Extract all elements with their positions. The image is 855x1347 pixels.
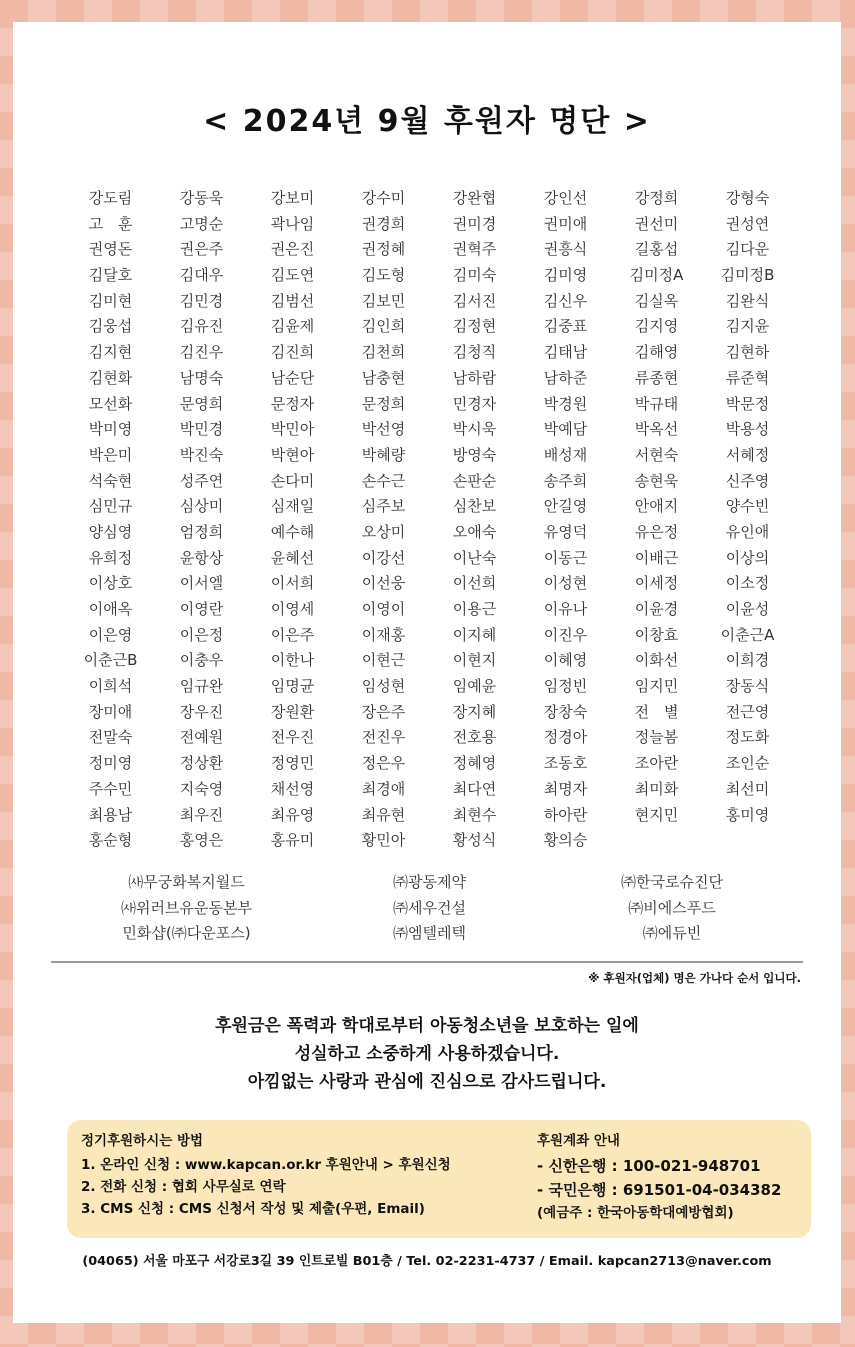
donor-name: 조아란 xyxy=(634,754,679,773)
donor-name: 박규태 xyxy=(634,394,679,413)
donation-method-section xyxy=(81,1130,451,1220)
donor-name: 김미영 xyxy=(543,266,588,285)
organization-name: ㈔위러브유운동본부 xyxy=(121,898,252,917)
donor-name: 남순단 xyxy=(270,368,315,387)
donor-name: 김청직 xyxy=(452,343,497,362)
donor-name: 정도화 xyxy=(725,728,770,747)
donor-name: 강보미 xyxy=(270,189,315,207)
donor-name: 문영희 xyxy=(179,394,224,413)
donor-name: 오애숙 xyxy=(452,522,497,541)
thank-you-message xyxy=(13,1012,841,1096)
donor-name: 장지혜 xyxy=(452,702,497,721)
donor-name: 이성현 xyxy=(543,574,588,593)
donor-name: 정혜영 xyxy=(452,754,497,773)
donor-name: 이선웅 xyxy=(361,574,406,593)
donor-name: 황민아 xyxy=(361,831,406,850)
donor-name: 이은주 xyxy=(270,625,315,644)
organization-grid xyxy=(65,870,793,947)
donor-name: 이유나 xyxy=(543,600,588,618)
method-line: 2. 전화 신청 : 협회 사무실로 연락 xyxy=(81,1179,286,1195)
donor-name: 장원환 xyxy=(270,702,315,721)
donor-name: 강수미 xyxy=(361,189,406,207)
account-title: 후원계좌 안내 xyxy=(537,1133,620,1149)
account-line: - 신한은행 : 100-021-948701 xyxy=(537,1157,761,1175)
donor-name: 이은정 xyxy=(179,625,224,644)
donor-name: 전예원 xyxy=(179,728,224,747)
donor-name: 장우진 xyxy=(179,702,224,721)
donor-name: 강도림 xyxy=(88,189,133,207)
donor-name: 정상환 xyxy=(179,754,224,773)
donor-name: 박용성 xyxy=(725,420,770,439)
donor-name: 김지영 xyxy=(634,317,679,336)
donor-name: 신주영 xyxy=(725,471,770,490)
donor-name: 길홍섭 xyxy=(634,240,679,259)
donor-name: 김해영 xyxy=(634,343,679,362)
donor-name: 이희경 xyxy=(725,651,770,670)
donor-name: 예수해 xyxy=(270,522,315,541)
donor-name: 양수빈 xyxy=(725,497,770,516)
donor-name: 김도형 xyxy=(361,266,406,285)
donor-name: 임정빈 xyxy=(543,677,588,696)
donor-name: 지숙영 xyxy=(179,779,224,798)
donor-name: 심주보 xyxy=(361,497,406,516)
donor-name: 유인애 xyxy=(725,522,770,541)
donor-name: 김완식 xyxy=(725,291,770,310)
donor-name: 윤혜선 xyxy=(270,548,315,567)
donor-name: 이강선 xyxy=(361,548,406,567)
message-line: 후원금은 폭력과 학대로부터 아동청소년을 보호하는 일에 xyxy=(215,1016,639,1036)
donor-name: 임성현 xyxy=(361,677,406,696)
donor-name: 고명순 xyxy=(179,214,224,233)
donor-name: 김진우 xyxy=(179,343,224,362)
donor-name: 이소정 xyxy=(725,574,770,593)
donor-name: 양심영 xyxy=(88,522,133,541)
donor-name: 장창숙 xyxy=(543,702,588,721)
donor-name: 이재홍 xyxy=(361,625,406,644)
donor-name: 김유진 xyxy=(179,317,224,336)
donor-name: 최유영 xyxy=(270,805,315,824)
donor-name: 윤항상 xyxy=(179,548,224,567)
donor-name: 김실옥 xyxy=(634,291,679,310)
donor-name: 김지현 xyxy=(88,343,133,362)
donor-name: 남하람 xyxy=(452,368,497,387)
page-title: < 2024년 9월 후원자 명단 > xyxy=(203,104,651,139)
donor-name: 강정희 xyxy=(634,189,679,207)
donor-name: 오상미 xyxy=(361,522,406,541)
donor-name: 김인희 xyxy=(361,317,406,336)
donor-name: 이상호 xyxy=(88,574,133,593)
donor-name: 강완협 xyxy=(452,189,497,207)
donor-name: 이애옥 xyxy=(88,600,133,618)
donor-name: 김신우 xyxy=(543,291,588,310)
donor-name: 장미애 xyxy=(88,702,133,721)
donor-name: 최용남 xyxy=(88,805,133,824)
donor-name: 정영민 xyxy=(270,754,315,773)
donor-name: 서현숙 xyxy=(634,445,679,464)
donor-name: 정경아 xyxy=(543,728,588,747)
donor-name: 권영돈 xyxy=(88,240,133,259)
donor-name: 유영덕 xyxy=(543,522,588,541)
donor-name: 김현하 xyxy=(725,343,770,362)
donor-name: 이진우 xyxy=(543,625,588,644)
donor-name: 박은미 xyxy=(88,445,133,464)
bank-account-section xyxy=(537,1130,781,1224)
donor-name: 최현수 xyxy=(452,805,497,824)
donor-name: 남충현 xyxy=(361,368,406,387)
donor-name: 박현아 xyxy=(270,445,315,464)
organization-name: 민화샵(㈜다운포스) xyxy=(122,924,251,943)
account-holder: (예금주 : 한국아동학대예방협회) xyxy=(537,1205,734,1221)
organization-name: ㈜엠텔레텍 xyxy=(393,924,466,943)
donor-name: 서혜정 xyxy=(725,445,770,464)
donor-name: 황의승 xyxy=(543,831,588,850)
donor-name: 류종현 xyxy=(634,368,679,387)
donor-name: 이혜영 xyxy=(543,651,588,670)
donor-name: 김지윤 xyxy=(725,317,770,336)
divider xyxy=(51,961,803,963)
donor-name: 장은주 xyxy=(361,702,406,721)
donor-name: 정늘봄 xyxy=(634,728,679,747)
donor-name: 이영이 xyxy=(361,600,406,618)
donor-name: 박시욱 xyxy=(452,420,497,439)
donor-name-grid xyxy=(65,186,793,854)
donor-name: 이지혜 xyxy=(452,625,497,644)
donor-name: 송주희 xyxy=(543,471,588,490)
donor-name: 홍순형 xyxy=(88,831,133,850)
donor-name: 김미정B xyxy=(720,266,775,285)
donor-name: 김윤제 xyxy=(270,317,315,336)
donor-name: 임지민 xyxy=(634,677,679,696)
donor-name: 이배근 xyxy=(634,548,679,567)
donor-name: 조인순 xyxy=(725,754,770,773)
donor-name: 박문정 xyxy=(725,394,770,413)
organization-name: ㈜비에스푸드 xyxy=(628,898,716,917)
donor-name: 박민아 xyxy=(270,420,315,439)
donor-name: 권경희 xyxy=(361,214,406,233)
donor-name: 박선영 xyxy=(361,420,406,439)
donor-name: 류준혁 xyxy=(725,368,770,387)
organization-name: ㈜광동제약 xyxy=(393,873,466,891)
donor-name: 전호용 xyxy=(452,728,497,747)
organization-name: ㈜세우건설 xyxy=(393,898,466,917)
donor-name: 전진우 xyxy=(361,728,406,747)
donor-name: 이현지 xyxy=(452,651,497,670)
donor-name: 이세정 xyxy=(634,574,679,593)
donor-name: 강형숙 xyxy=(725,189,770,207)
message-line: 성실하고 소중하게 사용하겠습니다. xyxy=(294,1044,560,1064)
donor-name: 문정자 xyxy=(270,394,315,413)
donor-name: 하아란 xyxy=(543,805,588,824)
document-page xyxy=(13,22,841,1323)
donor-name: 김달호 xyxy=(88,266,133,285)
method-line: 1. 온라인 신청 : www.kapcan.or.kr 후원안내 > 후원신청 xyxy=(81,1157,451,1173)
donor-name: 이창효 xyxy=(634,625,679,644)
donor-name: 이용근 xyxy=(452,600,497,618)
donor-name: 김범선 xyxy=(270,291,315,310)
donor-name: 박진숙 xyxy=(179,445,224,464)
donor-name: 성주연 xyxy=(179,471,224,490)
donor-name: 권선미 xyxy=(634,214,679,233)
donor-name: 최다연 xyxy=(452,779,497,798)
donor-name: 엄정희 xyxy=(179,522,224,541)
donor-name: 최명자 xyxy=(543,779,588,798)
donor-name: 김진희 xyxy=(270,343,315,362)
account-line: - 국민은행 : 691501-04-034382 xyxy=(537,1181,782,1199)
donor-name: 강인선 xyxy=(543,189,588,207)
donor-name: 홍미영 xyxy=(725,805,770,824)
donor-name: 이현근 xyxy=(361,651,406,670)
donor-name: 채선영 xyxy=(270,779,315,798)
donor-name: 남하준 xyxy=(543,368,588,387)
donor-name: 권정혜 xyxy=(361,240,406,259)
donor-name: 안길영 xyxy=(543,497,588,516)
donor-name: 박경원 xyxy=(543,394,588,413)
donor-name: 박예담 xyxy=(543,420,588,439)
footer-contact: (04065) 서울 마포구 서강로3길 39 인트로빌 B01층 / Tel. 02-2231-4737 / Email. kapcan2713@naver.com xyxy=(82,1254,772,1269)
donor-name: 최유현 xyxy=(361,805,406,824)
donor-name: 이서엘 xyxy=(179,574,224,593)
donor-name: 심민규 xyxy=(88,497,133,516)
donor-name: 김웅섭 xyxy=(88,317,133,336)
donor-name: 김서진 xyxy=(452,291,497,310)
donor-name: 김정현 xyxy=(452,317,497,336)
donor-name: 전말숙 xyxy=(88,728,133,747)
donation-info-box xyxy=(67,1120,811,1238)
donor-name: 김미숙 xyxy=(452,266,497,285)
donor-name: 이선희 xyxy=(452,574,497,593)
donor-name: 김대우 xyxy=(179,266,224,285)
donor-name: 조동호 xyxy=(543,754,588,773)
donor-name: 손수근 xyxy=(361,471,406,490)
donor-name: 이서희 xyxy=(270,574,315,593)
donor-name: 최우진 xyxy=(179,805,224,824)
donor-name: 임명균 xyxy=(270,677,315,696)
donor-name: 최경애 xyxy=(361,779,406,798)
donor-name: 김민경 xyxy=(179,291,224,310)
donor-name: 김도연 xyxy=(270,266,315,285)
method-line: 3. CMS 신청 : CMS 신청서 작성 및 제출(우편, Email) xyxy=(81,1201,425,1217)
donor-name: 박민경 xyxy=(179,420,224,439)
donor-name: 이난숙 xyxy=(452,548,497,567)
donor-name: 황성식 xyxy=(452,831,497,850)
donor-name: 김다운 xyxy=(725,240,770,259)
donor-name: 권은주 xyxy=(179,240,224,259)
donor-name: 손다미 xyxy=(270,471,315,490)
donor-name: 김천희 xyxy=(361,343,406,362)
donor-name: 최선미 xyxy=(725,779,770,798)
donor-name: 주수민 xyxy=(88,779,133,798)
donor-name: 권흥식 xyxy=(543,240,588,259)
donor-name: 이영란 xyxy=(179,600,224,618)
donor-name: 최미화 xyxy=(634,779,679,798)
donor-name: 유희정 xyxy=(88,548,133,567)
donor-name: 이화선 xyxy=(634,651,679,670)
donor-name: 김중표 xyxy=(543,317,588,336)
donor-name: 심찬보 xyxy=(452,497,497,516)
donor-name: 박옥선 xyxy=(634,420,679,439)
donor-name: 이한나 xyxy=(270,651,315,670)
donor-name: 이윤경 xyxy=(634,600,679,618)
donor-name: 이희석 xyxy=(88,677,133,696)
donor-name: 현지민 xyxy=(634,805,679,824)
donor-name: 이충우 xyxy=(179,651,224,670)
donor-name: 임예윤 xyxy=(452,677,497,696)
donor-name: 정미영 xyxy=(88,754,133,773)
donor-name: 곽나임 xyxy=(270,214,315,233)
donor-name: 이영세 xyxy=(270,600,315,618)
method-title: 정기후원하시는 방법 xyxy=(81,1133,204,1149)
donor-name: 이동근 xyxy=(543,548,588,567)
donor-name: 안애지 xyxy=(634,497,679,516)
donor-name: 임규완 xyxy=(179,677,224,696)
donor-name: 김태남 xyxy=(543,343,588,362)
donor-name: 민경자 xyxy=(452,394,497,413)
donor-name: 김미정A xyxy=(629,266,684,285)
donor-name: 홍유미 xyxy=(270,831,315,850)
organization-name: ㈜한국로슈진단 xyxy=(621,873,723,891)
donor-name: 강동욱 xyxy=(179,189,224,207)
organization-name: ㈔무궁화복지월드 xyxy=(128,873,245,891)
donor-name: 남명숙 xyxy=(179,368,224,387)
message-line: 아낌없는 사랑과 관심에 진심으로 감사드립니다. xyxy=(247,1072,607,1092)
donor-name: 홍영은 xyxy=(179,831,224,850)
donor-name: 박혜량 xyxy=(361,445,406,464)
donor-name: 유은정 xyxy=(634,522,679,541)
donor-name: 권미경 xyxy=(452,214,497,233)
donor-name: 김보민 xyxy=(361,291,406,310)
donor-name: 이상의 xyxy=(725,548,770,567)
donor-name: 권은진 xyxy=(270,240,315,259)
donor-name: 권미애 xyxy=(543,214,588,233)
donor-name: 이은영 xyxy=(88,625,133,644)
donor-name: 손판순 xyxy=(452,471,497,490)
donor-name: 권혁주 xyxy=(452,240,497,259)
donor-name: 심재일 xyxy=(270,497,315,516)
donor-name: 문정희 xyxy=(361,394,406,413)
donor-name: 배성재 xyxy=(543,445,588,464)
order-note: ※ 후원자(업체) 명은 가나다 순서 입니다. xyxy=(588,971,801,985)
donor-name: 석숙현 xyxy=(88,471,133,490)
organization-name: ㈜에듀빈 xyxy=(642,924,702,943)
donor-name: 이윤성 xyxy=(725,600,770,618)
donor-name: 송현욱 xyxy=(634,471,679,490)
donor-name: 김현화 xyxy=(88,368,133,387)
donor-name: 이춘근B xyxy=(83,651,138,670)
donor-name: 방영숙 xyxy=(452,445,497,464)
donor-name: 장동식 xyxy=(725,677,770,696)
donor-name: 심상미 xyxy=(179,497,224,516)
donor-name: 김미현 xyxy=(88,291,133,310)
donor-name: 박미영 xyxy=(88,420,133,439)
donor-name: 모선화 xyxy=(88,394,133,413)
donor-name: 전 별 xyxy=(634,702,679,721)
donor-name: 전근영 xyxy=(725,702,770,721)
donor-name: 전우진 xyxy=(270,728,315,747)
donor-name: 정은우 xyxy=(361,754,406,773)
donor-name: 권성연 xyxy=(725,214,770,233)
donor-name: 이춘근A xyxy=(720,625,775,644)
donor-name: 고 훈 xyxy=(88,214,133,233)
